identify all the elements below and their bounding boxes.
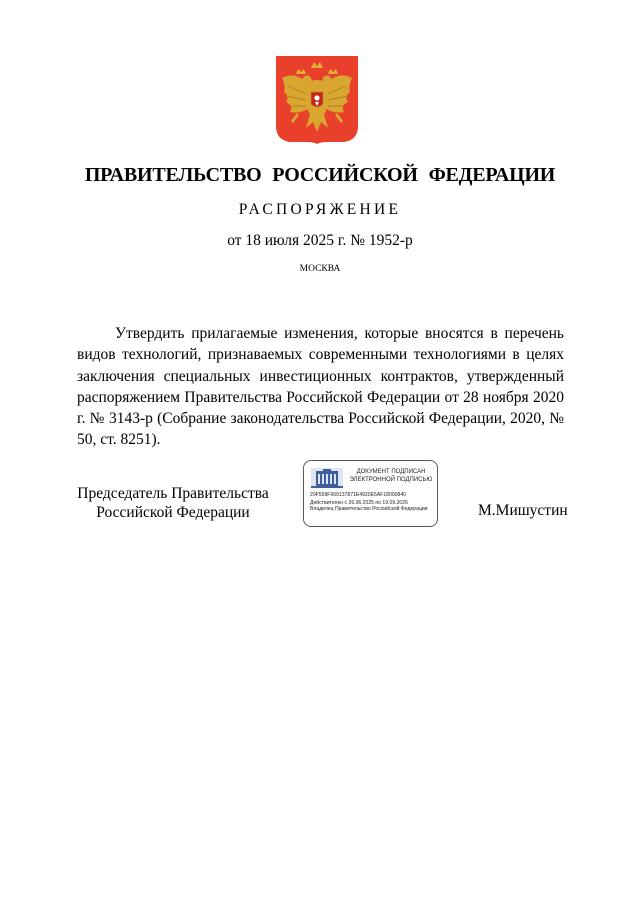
stamp-validity: Действителен с 26.06.2025 по 19.09.2026 [310,500,408,506]
position-line-1: Председатель Правительства [77,485,269,502]
body-paragraph: Утвердить прилагаемые изменения, которые вносятся в перечень видов технологий, признаваемых современными технологиями в целях заключения специальных инвестиционных контрактов, утвержденный распоряжением Правительства Российской Федерации от 28 ноября 2020 г. № 3143-р (Собрание законодательства Российской Федерации, 2020, № 50, ст. 8251). [77,325,564,449]
government-building-icon [310,467,344,489]
stamp-title-line-1: ДОКУМЕНТ ПОДПИСАН [356,469,426,475]
stamp-title-line-2: ЭЛЕКТРОННОЙ ПОДПИСЬЮ [349,477,433,483]
position-line-2: Российской Федерации [96,504,250,521]
signatory-position [70,484,276,522]
stamp-certificate: 29F559F969137871E4920E5AF18000840 [310,492,407,498]
document-date-number: от 18 июля 2025 г. № 1952-р [227,232,413,249]
e-signature-stamp [303,460,438,527]
signatory-name: М.Мишустин [478,502,568,519]
coat-of-arms-icon [276,56,358,144]
organization-title: ПРАВИТЕЛЬСТВО РОССИЙСКОЙ ФЕДЕРАЦИИ [84,164,556,186]
document-city: МОСКВА [299,264,341,274]
stamp-owner: Владелец Правительство Российской Федерации [310,506,428,512]
document-body [77,323,564,451]
stamp-title [346,468,436,484]
document-type: РАСПОРЯЖЕНИЕ [238,201,402,218]
